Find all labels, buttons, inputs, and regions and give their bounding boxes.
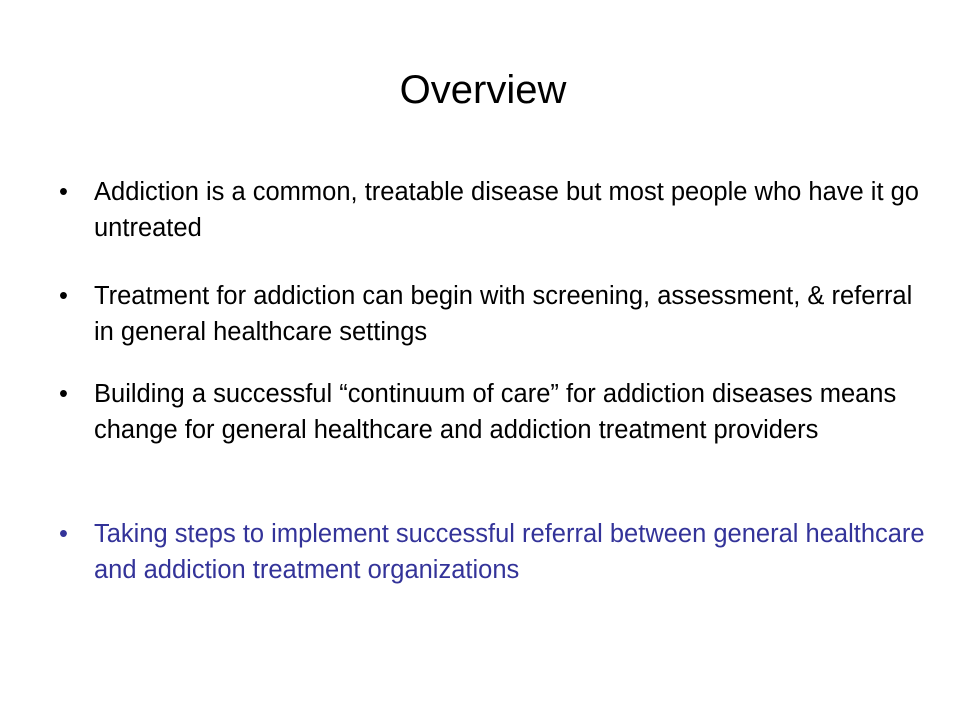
bullet-item [59, 278, 939, 350]
bullet-item [59, 174, 939, 246]
bullet-dot: • [59, 282, 68, 310]
bullet-item [59, 376, 939, 448]
bullet-dot: • [59, 178, 68, 206]
bullet-text: Treatment for addiction can begin with screening, assessment, & referral in general healthcare settings [94, 282, 913, 346]
bullet-dot: • [59, 380, 68, 408]
bullet-text: Building a successful “continuum of care” for addiction diseases means change for general healthcare and addiction treatment providers [94, 380, 897, 444]
slide-title: Overview [399, 68, 567, 112]
bullet-dot: • [59, 520, 68, 548]
bullet-item-highlighted [59, 516, 939, 588]
bullet-text: Addiction is a common, treatable disease but most people who have it go untreated [94, 178, 919, 242]
bullet-text: Taking steps to implement successful referral between general healthcare and addiction treatment organizations [94, 520, 925, 584]
